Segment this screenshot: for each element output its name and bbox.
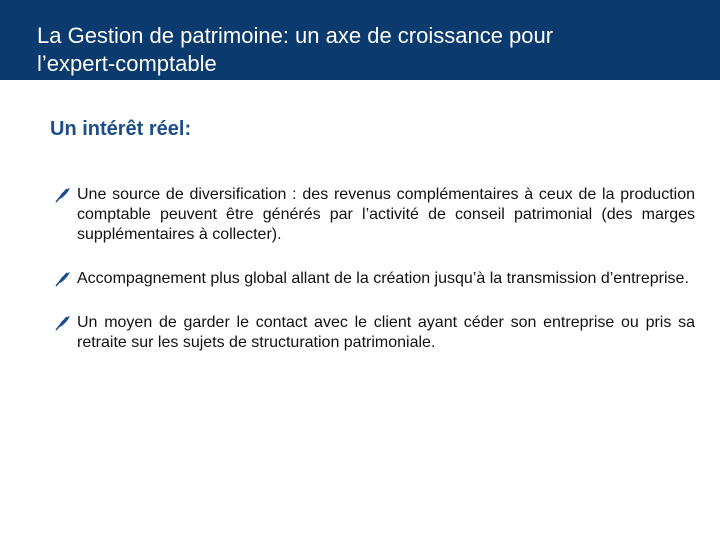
feather-pen-icon: [55, 185, 71, 205]
page-title: [37, 22, 697, 78]
page-title-line-2: l’expert-comptable: [37, 51, 217, 76]
bullet-text: Accompagnement plus global allant de la création jusqu’à la transmission d’entreprise.: [77, 270, 689, 287]
bullet-item: [55, 269, 695, 289]
feather-pen-icon: [55, 313, 71, 333]
bullet-item: [55, 313, 695, 353]
bullet-text: Un moyen de garder le contact avec le client ayant céder son entreprise ou pris sa retraite sur les sujets de structuration patrimoniale.: [77, 314, 695, 351]
bullet-item: [55, 185, 695, 245]
title-bar: [0, 0, 720, 80]
feather-pen-icon: [55, 269, 71, 289]
bullet-list: [55, 185, 695, 377]
page-title-line-1: La Gestion de patrimoine: un axe de croissance pour: [37, 23, 554, 48]
section-heading: Un intérêt réel:: [50, 118, 192, 140]
bullet-text: Une source de diversification : des revenus complémentaires à ceux de la production comptable peuvent être générés par l’activité de conseil patrimonial (des marges supplémentaires à collecter).: [77, 186, 695, 243]
